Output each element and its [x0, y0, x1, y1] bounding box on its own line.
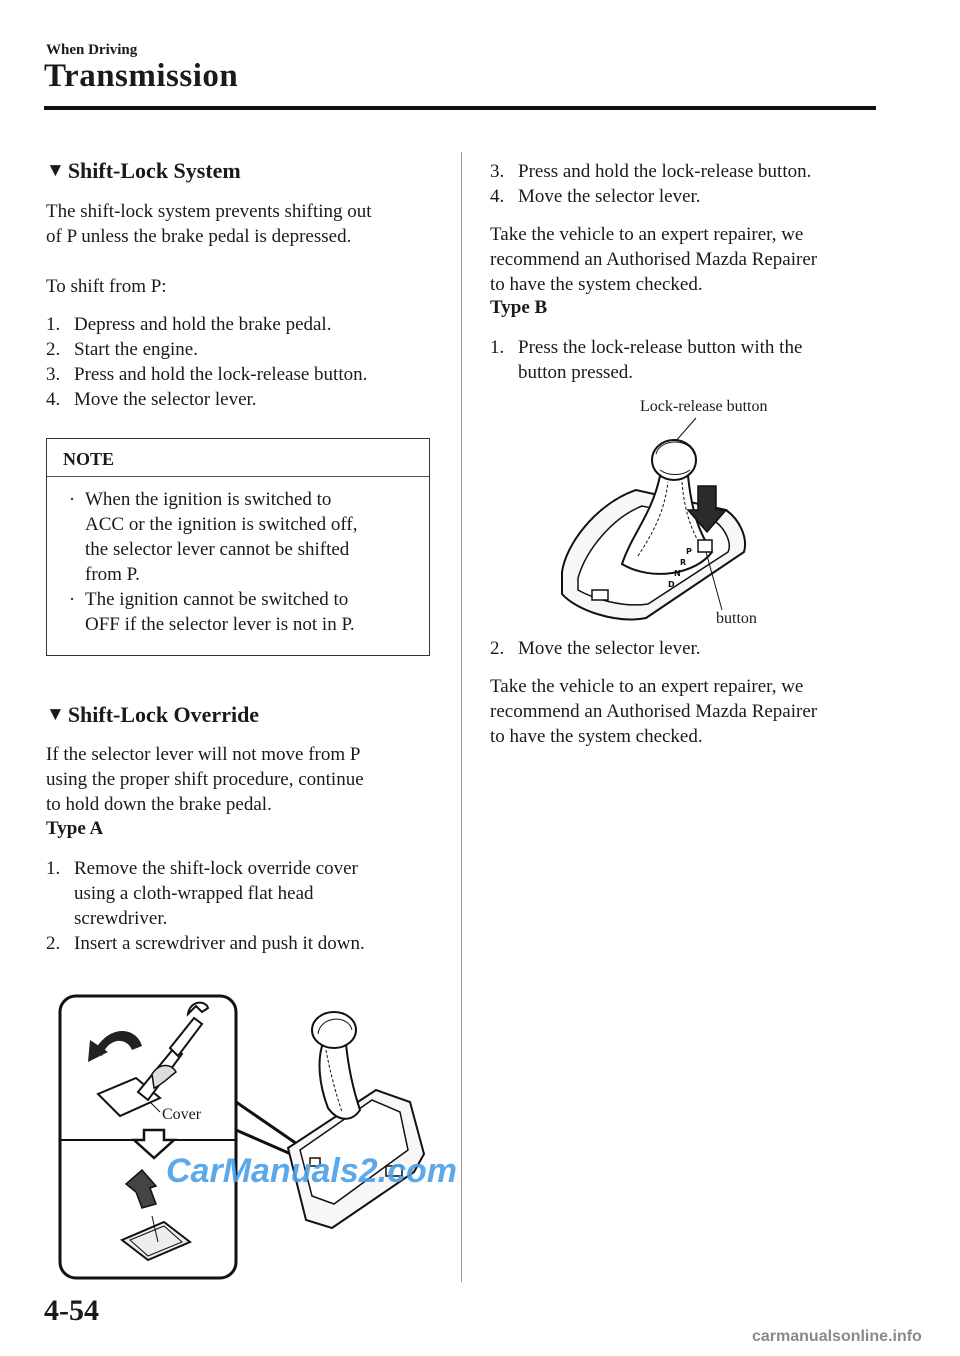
list-item: 3. Press and hold the lock-release button. [490, 161, 812, 182]
type-a-steps [46, 856, 446, 956]
type-b-lock-release-figure [556, 414, 756, 624]
repair-paragraph-2: Take the vehicle to an expert repairer, we recommend an Authorised Mazda Repairer to have the system checked. [490, 676, 818, 747]
svg-text:N: N [674, 569, 681, 578]
page-number: 4-54 [44, 1294, 99, 1327]
shift-lock-heading: ▼ Shift-Lock System [46, 158, 241, 183]
watermark-text: CarManuals2.com [166, 1152, 457, 1190]
list-item: 2. Move the selector lever. [490, 638, 701, 659]
type-a-override-figure [56, 990, 446, 1282]
svg-text:P: P [686, 547, 692, 556]
repair-paragraph: Take the vehicle to an expert repairer, we recommend an Authorised Mazda Repairer to have the system checked. [490, 224, 818, 295]
list-item: 4. Move the selector lever. [46, 389, 257, 410]
type-b-label: Type B [490, 297, 548, 318]
shift-from-text: To shift from P: [46, 276, 167, 297]
svg-text:R: R [680, 558, 687, 567]
type-a-label: Type A [46, 818, 104, 839]
down-triangle-icon: ▼ [46, 704, 65, 725]
note-bullet: · When the ignition is switched to ACC or the ignition is switched off, the selector lever cannot be shifted from P. [59, 487, 419, 587]
section-label: When Driving [46, 42, 138, 58]
column-divider [461, 152, 462, 1282]
list-item: 3. Press and hold the lock-release button. [46, 364, 368, 385]
intro-paragraph: The shift-lock system prevents shifting out of P unless the brake pedal is depressed. [46, 201, 372, 247]
figure-lock-release-label: Lock-release button [640, 398, 768, 415]
type-b-step-1 [490, 335, 890, 385]
note-bullet: · The ignition cannot be switched to OFF if the selector lever is not in P. [59, 587, 419, 637]
down-triangle-icon: ▼ [46, 160, 65, 181]
list-item: 1. Press the lock-release button with the button pressed. [490, 337, 803, 383]
bullet-dot: · [68, 489, 76, 510]
type-b-step-2 [490, 636, 890, 661]
svg-text:D: D [668, 580, 675, 589]
note-title: NOTE [63, 449, 115, 469]
list-item: 1. Remove the shift-lock override cover using a cloth-wrapped flat head screwdriver. [46, 858, 358, 929]
list-item: 2. Insert a screwdriver and push it down. [46, 933, 365, 954]
bullet-dot: · [68, 589, 76, 610]
footer-site-link[interactable]: carmanualsonline.info [752, 1328, 922, 1345]
list-item: 4. Move the selector lever. [490, 186, 701, 207]
shift-steps-continued [490, 159, 890, 209]
note-box [46, 438, 430, 656]
page-title: Transmission [44, 58, 239, 94]
title-rule [44, 106, 876, 110]
override-paragraph: If the selector lever will not move from P using the proper shift procedure, continue to hold down the brake pedal. [46, 744, 364, 815]
shift-steps-list [46, 312, 446, 412]
figure-cover-label: Cover [162, 1106, 202, 1123]
figure-button-label: button [716, 610, 757, 627]
note-body [47, 477, 429, 637]
list-item: 1. Depress and hold the brake pedal. [46, 314, 332, 335]
shift-lock-override-heading: ▼ Shift-Lock Override [46, 702, 260, 727]
list-item: 2. Start the engine. [46, 339, 198, 360]
